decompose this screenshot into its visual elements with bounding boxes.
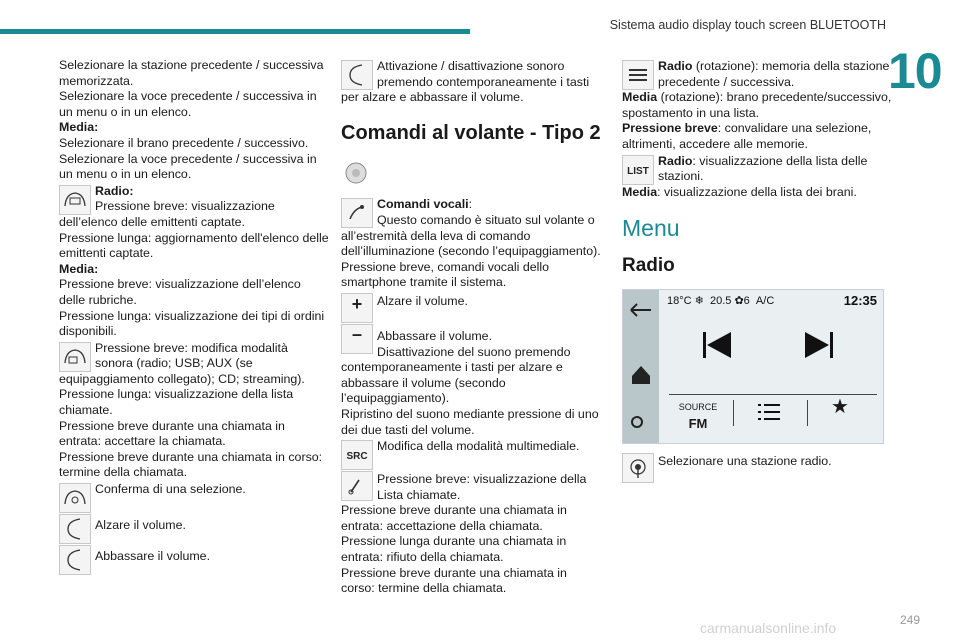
label: Radio: [95,183,134,198]
source-button[interactable]: SOURCE FM [678,402,718,431]
menu-heading: Menu [622,215,680,242]
label: Comandi vocali [377,197,469,212]
rotary-knob-icon [622,60,654,90]
phone-icon [341,471,373,501]
list-button-icon: LIST [622,155,654,185]
text: Attivazione / disattivazione sonoro premendo contemporaneamente i tasti per alzare e abbassare il volume. [341,59,590,105]
steering-control-icon [59,514,91,544]
text: Pressione breve: modifica modalità sonora (radio; USB; AUX (se equipaggiamento collegato); CD; streaming). [59,340,305,386]
text: Pressione breve durante una chiamata in entrata: accettare la chiamata. [59,418,285,449]
steering-control-icon [59,342,91,372]
text: Abbassare il volume. [377,328,493,343]
text: Questo comando è situato sul volante o all’estremità della leva di comando dell’illuminazione (secondo l’equipaggiamento). [341,212,601,259]
favorite-button[interactable]: ★ [831,396,849,419]
steering-wheel-icon [341,159,373,189]
page-number: 249 [899,613,920,627]
text: Pressione breve: visualizzazione dell’elenco delle emittenti captate. [59,199,275,229]
voice-command-icon [341,198,373,228]
label: Media [622,184,658,199]
screen-sidebar [623,290,659,443]
watermark: carmanualsonline.info [700,620,837,636]
chapter-number: 10 [888,43,942,99]
label: Media [622,90,658,105]
text: Selezionare una stazione radio. [658,454,832,469]
status-bar: 18°C ❄ 20.5 ✿6 A/C [667,295,775,308]
header-bar [0,29,470,34]
steering-control-icon [341,60,373,90]
text: Alzare il volume. [377,293,468,308]
text: Pressione lunga: visualizzazione dei tipi di ordini disponibili. [59,308,325,339]
list-button[interactable] [758,402,782,427]
text: Pressione breve: visualizzazione dell’elenco delle rubriche. [59,277,301,307]
radio-heading: Radio [622,255,675,277]
text: Pressione breve, comandi vocali dello smartphone tramite il sistema. [341,259,549,290]
column-3 [622,58,892,483]
text: Conferma di una selezione. [95,482,246,497]
text: Pressione lunga: visualizzazione della lista chiamate. [59,387,294,418]
text: Abbassare il volume. [95,549,211,564]
text: Pressione breve durante una chiamata in corso: termine della chiamata. [59,449,323,480]
text: Pressione breve: visualizzazione della Lista chiamate. [377,472,587,502]
steering-control-icon [59,545,91,575]
text: Selezionare la voce precedente / successiva in un menu o in un elenco. [59,89,317,119]
label: Pressione breve [622,121,718,136]
text: Disattivazione del suono premendo contemporaneamente i tasti per alzare e abbassare il volume (secondo l’equipaggiamento). [341,344,571,406]
text: Alzare il volume. [95,518,186,533]
label: Media: [59,261,99,276]
text: (rotazione): memoria della stazione precedente / successiva. [658,59,890,89]
text: Modifica della modalità multimediale. [377,439,580,454]
steering-control-icon [59,185,91,215]
text: (rotazione): brano precedente/successivo, spostamento in una lista. [622,90,892,120]
steering-control-icon [59,483,91,513]
text: : visualizzazione della lista delle stazioni. [658,153,868,184]
text: : visualizzazione della lista dei brani. [657,184,857,199]
text: Ripristino del suono mediante pressione di uno dei due tasti del volume. [341,406,599,437]
label: Radio [658,59,693,73]
text: Pressione breve durante una chiamata in entrata: accettazione della chiamata. [341,503,567,533]
minus-icon: – [341,324,373,354]
text: Pressione lunga: aggiornamento dell'elenco delle emittenti captate. [59,230,329,261]
label: Media: [59,120,99,135]
label: Radio [658,153,693,168]
plus-icon: + [341,293,373,323]
text: : convalidare una selezione, altrimenti, accedere alle memorie. [622,121,872,151]
clock: 12:35 [843,293,877,309]
text: Selezionare la stazione precedente / successiva memorizzata. [59,58,324,88]
header-title: Sistema audio display touch screen BLUETOOTH [609,18,886,32]
column-1 [59,58,329,575]
src-button-icon: SRC [341,440,373,470]
text: Selezionare il brano precedente / successivo. [59,135,309,150]
column-2: Attivazione / disattivazione sonoro premendo contemporaneamente i tasti per alzare e abbassare il volume. Comandi al volante - Tipo 2 Comandi vocali: Questo comando è situato sul volante o all’estremità della leva di comando dell’illuminazione (secondo l’equipaggiamento). Pressione breve, comandi vocali dello smartphone tramite il sistema. + Alzare il volume. – Abbassare il volume. Disattivazione del suono premendo contemporaneamente i tasti per alzare e abbassare il volume (secondo l’equipaggiamento). Ripristino del suono mediante pressione di uno dei due tasti del volume. SRC Modifica della modalità multimediale. Pressione breve: visualizzazione della Lista chiamate. Pressione breve durante una chiamata in entrata: accettazione della chiamata. Pressione lunga durante una chiamata in entrata: rifiuto della chiamata. Pressione breve durante una chiamata in corso: termine della chiamata. [341,58,603,597]
radio-screen [622,289,884,444]
section-heading: Comandi al volante - Tipo 2 [341,121,601,144]
radio-station-icon [622,453,654,483]
text: Pressione breve durante una chiamata in corso: termine della chiamata. [341,565,567,596]
text: Pressione lunga durante una chiamata in entrata: rifiuto della chiamata. [341,534,567,565]
text: Selezionare la voce precedente / successiva in un menu o in un elenco. [59,151,317,182]
